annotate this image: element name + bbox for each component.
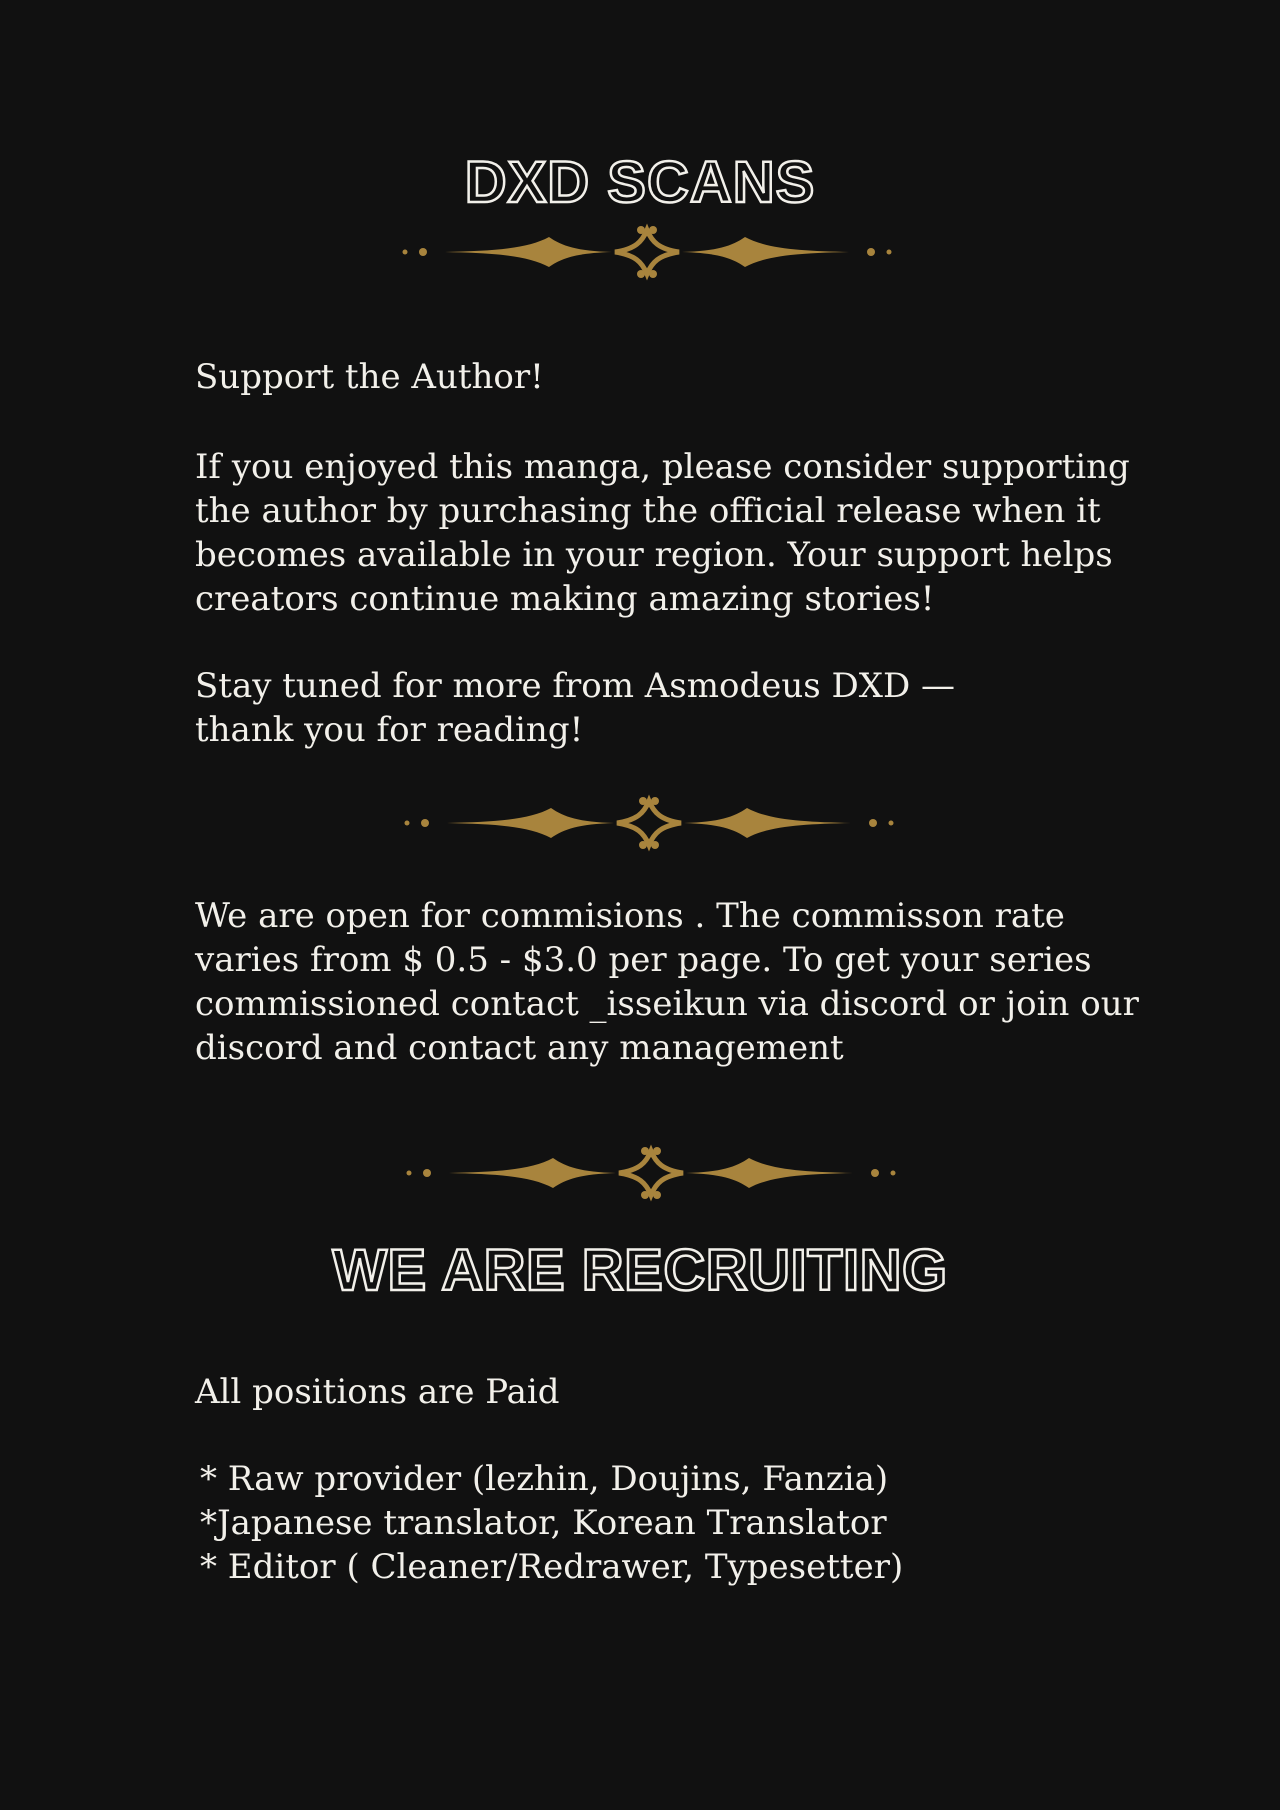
list-item: *Japanese translator, Korean Translator [200, 1503, 887, 1543]
commissions-text: We are open for commisions . The commisson rate varies from $ 0.5 - $3.0 per page. To get your series commissioned contact _isseikun via discord or join our discord and contact any management [195, 896, 1139, 1068]
flourish-svg [401, 1143, 901, 1203]
flourish-svg [397, 222, 897, 282]
support-closing: Stay tuned for more from Asmodeus DXD — thank you for reading! [195, 666, 956, 750]
positions-list [200, 1457, 903, 1589]
list-item: * Raw provider (lezhin, Doujins, Fanzia) [200, 1459, 889, 1499]
ornament-divider-icon [401, 1143, 901, 1203]
recruiting-title: WE ARE RECRUITING [332, 1238, 948, 1303]
recruiting-intro: All positions are Paid [195, 1372, 560, 1412]
flourish-svg [399, 793, 899, 853]
list-item: * Editor ( Cleaner/Redrawer, Typesetter) [200, 1547, 904, 1587]
support-body: If you enjoyed this manga, please consider supporting the author by purchasing the official release when it becomes available in your region. Your support helps creators continue making amazing stories! [195, 447, 1130, 619]
page-title: DXD SCANS [464, 150, 816, 215]
ornament-divider-icon [399, 793, 899, 853]
support-heading: Support the Author! [195, 357, 544, 397]
ornament-divider-icon [397, 222, 897, 282]
